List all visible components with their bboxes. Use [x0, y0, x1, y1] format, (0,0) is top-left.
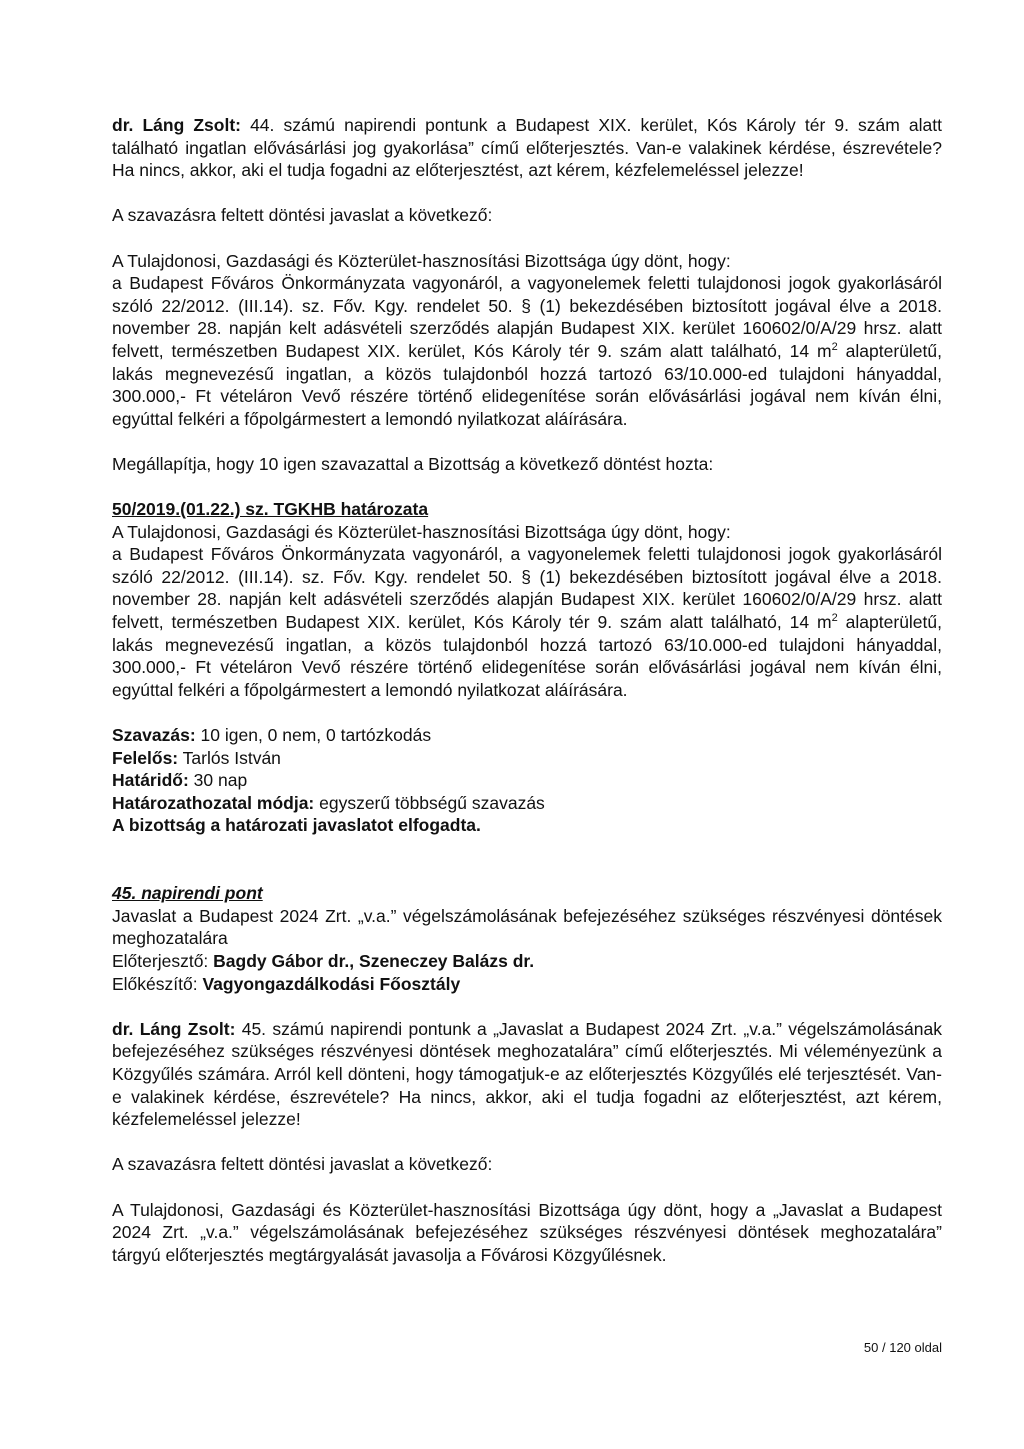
accepted-line: A bizottság a határozati javaslatot elfogadta. — [112, 815, 481, 836]
proposal-intro-2: A szavazásra feltett döntési javaslat a következő: — [112, 1154, 493, 1175]
speaker-name: dr. Láng Zsolt: — [112, 1018, 236, 1039]
result-line: Megállapítja, hogy 10 igen szavazattal a Bizottság a következő döntést hozta: — [112, 453, 714, 474]
speaker-paragraph-44 — [112, 114, 942, 182]
resolution-body: a Budapest Főváros Önkormányzata vagyonáról, a vagyonelemek feletti tulajdonosi jogok gyakorlásáról szóló 22/2012. (III.14). sz. Főv. Kgy. rendelet 50. § (1) bekezdésében biztosított jogával élve a 2018. november 28. napján kelt adásvételi szerződés alapján Budapest XIX. kerület 160602/0/A/29 hrsz. alatt felvett, természetben Budapest XIX. kerület, Kós Károly tér 9. szám alatt található, 14 $m^2$ alapterületű, lakás megnevezésű ingatlan, a közös tulajdonból hozzá tartozó 63/10.000-ed tulajdoni hányaddal, 300.000,- Ft vételáron Vevő részére történő elidegenítése során elővásárlási jogával nem kíván élni, egyúttal felkéri a főpolgármestert a lemondó nyilatkozat aláírására. — [112, 544, 943, 700]
speaker-name: dr. Láng Zsolt: — [112, 115, 241, 135]
presenter-line: Előterjesztő: Bagdy Gábor dr., Szeneczey Balázs dr. — [112, 950, 535, 971]
speaker-paragraph-45 — [112, 1018, 942, 1131]
agenda-title: Javaslat a Budapest 2024 Zrt. „v.a.” végelszámolásának befejezéséhez szükséges részvényesi döntések meghozatalára — [112, 905, 942, 949]
decision-lead: A Tulajdonosi, Gazdasági és Közterület-hasznosítási Bizottsága úgy dönt, hogy: — [112, 250, 731, 271]
method-line: Határozathozatal módja: egyszerű többségű szavazás — [112, 792, 545, 813]
vote-line: Szavazás: 10 igen, 0 nem, 0 tartózkodás — [112, 725, 432, 746]
deadline-line: Határidő: 30 nap — [112, 770, 248, 791]
decision-2: A Tulajdonosi, Gazdasági és Közterület-hasznosítási Bizottsága úgy dönt, hogy a „Javaslat a Budapest 2024 Zrt. „v.a.” végelszámolásának befejezéséhez szükséges részvényesi döntések meghozatalára” tárgyú előterjesztés megtárgyalását javasolja a Fővárosi Közgyűlésnek. — [112, 1199, 942, 1265]
resolution-title: 50/2019.(01.22.) sz. TGKHB határozata — [112, 499, 429, 520]
preparer-line: Előkészítő: Vagyongazdálkodási Főosztály — [112, 973, 461, 994]
speaker-text: 44. számú napirendi pontunk a Budapest XIX. kerület, Kós Károly tér 9. szám alatt található ingatlan elővásárlási jog gyakorlása” című előterjesztés. Van-e valakinek kérdése, észrevétele? Ha nincs, akkor, aki el tudja fogadni az előterjesztést, azt kérem, kézfelemeléssel jelezze! — [112, 115, 942, 181]
speaker-text: 45. számú napirendi pontunk a „Javaslat a Budapest 2024 Zrt. „v.a.” végelszámolásának befejezéséhez szükséges részvényesi döntések meghozatalára” című előterjesztés. Mi véleményezünk a Közgyűlés számára. Arról kell dönteni, hogy támogatjuk-e az előterjesztés Közgyűlés elé terjesztését. Van-e valakinek kérdése, észrevétele? Ha nincs, akkor, aki el tudja fogadni az előterjesztést, azt kérem, kézfelemeléssel jelezze! — [112, 1018, 942, 1130]
decision-body: a Budapest Főváros Önkormányzata vagyonáról, a vagyonelemek feletti tulajdonosi jogok gyakorlásáról szóló 22/2012. (III.14). sz. Főv. Kgy. rendelet 50. § (1) bekezdésében biztosított jogával élve a 2018. november 28. napján kelt adásvételi szerződés alapján Budapest XIX. kerület 160602/0/A/29 hrsz. alatt felvett, természetben Budapest XIX. kerület, Kós Károly tér 9. szám alatt található, 14 $m^2$ alapterületű, lakás megnevezésű ingatlan, a közös tulajdonból hozzá tartozó 63/10.000-ed tulajdoni hányaddal, 300.000,- Ft vételáron Vevő részére történő elidegenítése során elővásárlási jogával nem kíván élni, egyúttal felkéri a főpolgármestert a lemondó nyilatkozat aláírására. — [112, 273, 943, 429]
resolution-lead: A Tulajdonosi, Gazdasági és Közterület-hasznosítási Bizottsága úgy dönt, hogy: — [112, 521, 731, 542]
proposal-intro: A szavazásra feltett döntési javaslat a következő: — [112, 205, 493, 226]
page-number: 50 / 120 oldal — [863, 1340, 942, 1355]
document-body — [112, 114, 942, 1266]
responsible-line: Felelős: Tarlós István — [112, 747, 281, 768]
agenda-heading: 45. napirendi pont — [112, 883, 263, 904]
